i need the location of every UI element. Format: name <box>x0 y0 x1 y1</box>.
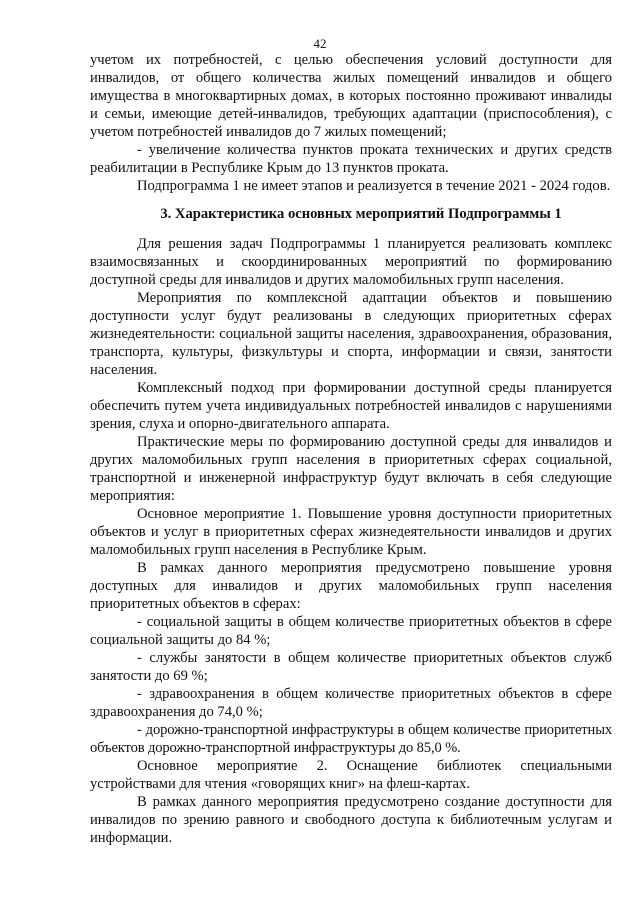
section-heading: 3. Характеристика основных мероприятий Подпрограммы 1 <box>160 206 562 222</box>
paragraph: учетом их потребностей, с целью обеспечения условий доступности для инвалидов, от общего количества жилых помещений инвалидов и общего имущества в многоквартирных домах, в которых постоянно проживают инвалиды и семьи, имеющие детей-инвалидов, требующих адаптации (приспособления), с учетом потребностей инвалидов до 7 жилых помещений; <box>90 52 612 140</box>
paragraph: В рамках данного мероприятия предусмотрено повышение уровня доступных для инвалидов и других маломобильных групп населения приоритетных объектов в сферах: <box>90 560 612 612</box>
paragraph: Основное мероприятие 1. Повышение уровня доступности приоритетных объектов и услуг в приоритетных сферах жизнедеятельности инвалидов и других маломобильных групп населения в Республике Крым. <box>90 506 612 558</box>
page-content <box>90 51 612 847</box>
paragraph: Практические меры по формированию доступной среды для инвалидов и других маломобильных групп населения в приоритетных сферах социальной, транспортной и инженерной инфраструктур будут включать в себя следующие мероприятия: <box>90 434 612 504</box>
list-item: - здравоохранения в общем количестве приоритетных объектов в сфере здравоохранения до 74,0 %; <box>90 686 612 720</box>
list-item: - службы занятости в общем количестве приоритетных объектов служб занятости до 69 %; <box>90 650 612 684</box>
list-item: - дорожно-транспортной инфраструктуры в общем количестве приоритетных объектов дорожно-транспортной инфраструктуры до 85,0 %. <box>90 722 612 756</box>
page-number: 42 <box>313 36 327 51</box>
paragraph: - увеличение количества пунктов проката технических и других средств реабилитации в Республике Крым до 13 пунктов проката. <box>90 142 612 176</box>
paragraph: Основное мероприятие 2. Оснащение библиотек специальными устройствами для чтения «говорящих книг» на флеш-картах. <box>90 758 612 792</box>
paragraph: В рамках данного мероприятия предусмотрено создание доступности для инвалидов по зрению равного и свободного доступа к библиотечным услугам и информации. <box>90 794 612 846</box>
list-item: - социальной защиты в общем количестве приоритетных объектов в сфере социальной защиты до 84 %; <box>90 614 612 648</box>
paragraph: Комплексный подход при формировании доступной среды планируется обеспечить путем учета индивидуальных потребностей инвалидов с нарушениями зрения, слуха и опорно-двигательного аппарата. <box>90 380 612 432</box>
paragraph: Подпрограмма 1 не имеет этапов и реализуется в течение 2021 - 2024 годов. <box>137 178 611 194</box>
paragraph: Мероприятия по комплексной адаптации объектов и повышению доступности услуг будут реализованы в следующих приоритетных сферах жизнедеятельности: социальной защиты населения, здравоохранения, образования, транспорта, культуры, физкультуры и спорта, информации и связи, занятости населения. <box>90 290 612 378</box>
paragraph: Для решения задач Подпрограммы 1 планируется реализовать комплекс взаимосвязанных и скоординированных мероприятий по формированию доступной среды для инвалидов и других маломобильных групп населения. <box>90 236 612 288</box>
